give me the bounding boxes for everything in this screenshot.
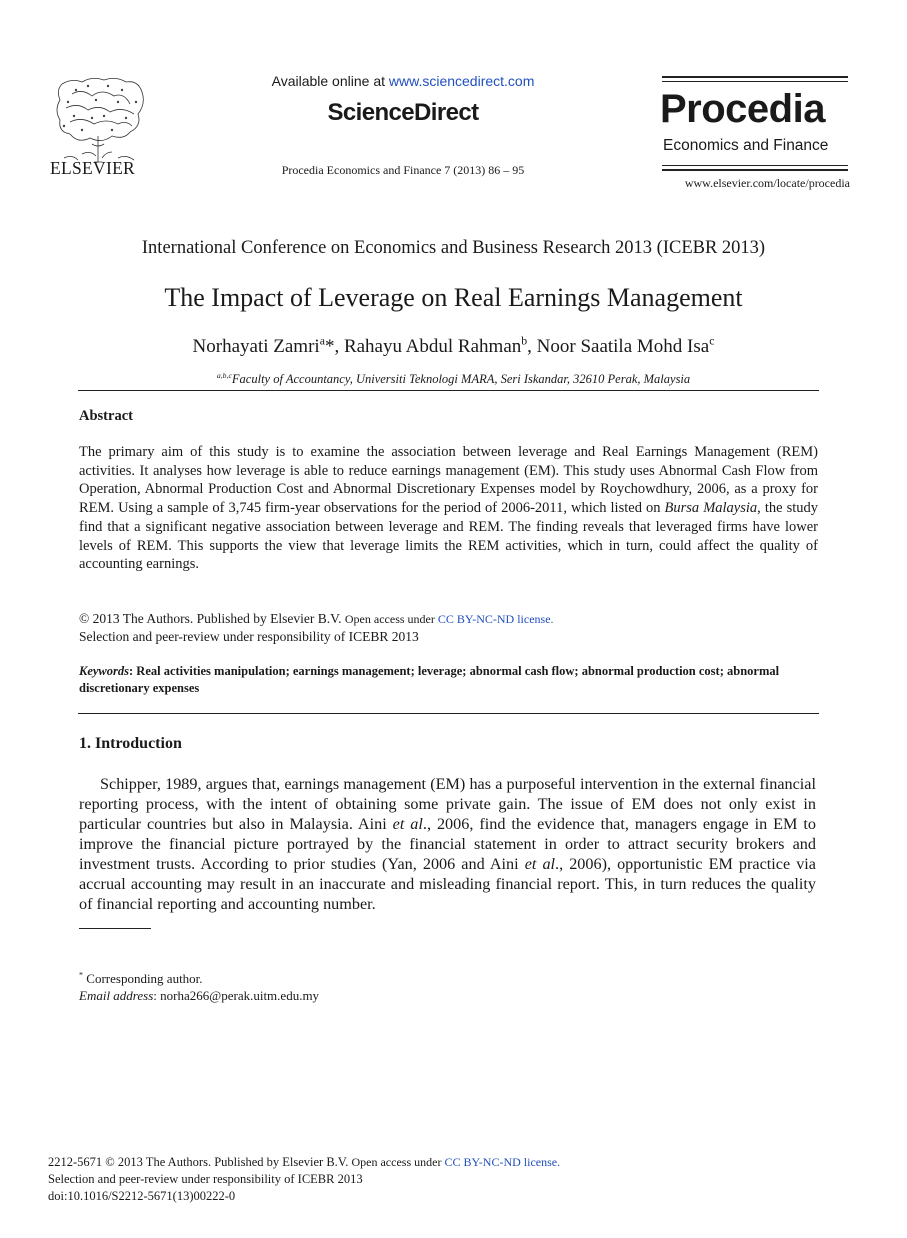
- intro-paragraph: [79, 774, 816, 914]
- page-footer: [48, 1154, 748, 1205]
- procedia-subtitle: Economics and Finance: [663, 137, 829, 154]
- procedia-title: Procedia: [660, 87, 825, 131]
- open-access-label: Open access under: [351, 1155, 445, 1169]
- abstract-heading: Abstract: [79, 408, 133, 424]
- peer-review-text: Selection and peer-review under responsibility of ICEBR 2013: [79, 629, 419, 644]
- intro-italic: et al: [392, 815, 423, 833]
- available-prefix: Available online at: [271, 73, 389, 89]
- copyright-text: © 2013 The Authors. Published by Elsevier B.V.: [79, 611, 345, 626]
- sciencedirect-link[interactable]: www.sciencedirect.com: [388, 73, 535, 89]
- author-affil-marker: b: [521, 334, 528, 348]
- conference-name: International Conference on Economics and Business Research 2013 (ICEBR 2013): [141, 238, 766, 258]
- author-list: [40, 336, 867, 358]
- email-label: Email address: [79, 988, 154, 1003]
- journal-reference: Procedia Economics and Finance 7 (2013) 86 – 95: [281, 163, 525, 177]
- footnote-star: *: [79, 970, 84, 980]
- footnote-text: Corresponding author.: [83, 971, 203, 986]
- sciencedirect-wordmark: ScienceDirect: [327, 99, 479, 126]
- open-access-label: Open access under: [344, 612, 438, 626]
- author-separator: ,: [527, 336, 537, 357]
- intro-text: ., 2006, find the evidence that, managers engage in EM to improve the financial picture portrayed by the financial statement in order to attract security brokers and investment trusts. According to prior studies (Yan, 2006 and Aini: [79, 815, 816, 873]
- section-divider: [78, 713, 819, 714]
- footnote-email: [79, 988, 319, 1004]
- footnote-rule: [79, 928, 151, 929]
- abstract-text: , the study find that a significant negative association between leverage and REM. The finding reveals that leveraged firms have lower levels of REM. This supports the view that leverage limits the REM activities, which in turn, could affect the quality of accounting earnings.: [79, 500, 819, 573]
- intro-text: Schipper, 1989, argues that, earnings management (EM) has a purposeful intervention in the external financial reporting process, with the intent of obtaining some private gain. The issue of EM does not only exist in particular countries but also in Malaysia. Aini: [79, 775, 816, 833]
- intro-italic: et al: [524, 855, 556, 873]
- procedia-rule: [662, 81, 848, 82]
- author-affil-marker: a: [319, 334, 325, 348]
- author-name: Norhayati Zamri: [192, 336, 320, 357]
- section-heading: 1. Introduction: [79, 735, 182, 752]
- email-address: : norha266@perak.uitm.edu.my: [153, 988, 320, 1003]
- keywords: [79, 663, 818, 697]
- copyright-notice: [79, 610, 818, 645]
- footer-doi: doi:10.1016/S2212-5671(13)00222-0: [48, 1189, 236, 1203]
- footnote-corresponding: [79, 971, 203, 987]
- affiliation-text: Faculty of Accountancy, Universiti Teknologi MARA, Seri Iskandar, 32610 Perak, Malaysia: [231, 372, 691, 386]
- procedia-rule: [662, 76, 848, 78]
- available-online: [200, 73, 606, 89]
- procedia-url[interactable]: www.elsevier.com/locate/procedia: [684, 176, 850, 190]
- author-affil-marker: c: [709, 334, 715, 348]
- intro-text: ., 2006), opportunistic EM practice via accrual accounting may result in an inaccurate and misleading financial report. This, in turn reduces the quality of financial reporting and accounting number.: [79, 855, 816, 913]
- author-separator: *,: [324, 336, 344, 357]
- procedia-rule: [662, 165, 848, 166]
- license-link[interactable]: CC BY-NC-ND license.: [444, 1155, 561, 1169]
- license-link[interactable]: CC BY-NC-ND license.: [437, 612, 554, 626]
- section-divider: [78, 390, 819, 391]
- footer-peer-review: Selection and peer-review under responsibility of ICEBR 2013: [48, 1172, 363, 1186]
- author-name: Noor Saatila Mohd Isa: [536, 336, 710, 357]
- abstract-text: The primary aim of this study is to examine the association between leverage and Real Earnings Management (REM) activities. It analyses how leverage is able to reduce earnings management (EM). This study uses Abnormal Cash Flow from Operation, Abnormal Production Cost and Abnormal Discretionary Expenses model by Roychowdhury, 2006, as a proxy for REM. Using a sample of 3,745 firm-year observations for the period of 2006-2011, which listed on: [79, 444, 818, 517]
- keywords-text: : Real activities manipulation; earnings management; leverage; abnormal cash flow; abnormal production cost; abnormal discretionary expenses: [79, 664, 780, 695]
- footer-issn: 2212-5671 © 2013 The Authors. Published by Elsevier B.V.: [48, 1155, 352, 1169]
- procedia-rule: [662, 169, 848, 171]
- elsevier-wordmark: ELSEVIER: [50, 158, 136, 178]
- author-name: Rahayu Abdul Rahman: [343, 336, 522, 357]
- affiliation: [40, 372, 867, 387]
- abstract-italic: Bursa Malaysia: [664, 500, 758, 517]
- paper-title: The Impact of Leverage on Real Earnings Management: [164, 283, 743, 312]
- keywords-label: Keywords: [79, 664, 129, 678]
- abstract-body: [79, 443, 818, 574]
- affiliation-marker: a,b,c: [216, 370, 232, 380]
